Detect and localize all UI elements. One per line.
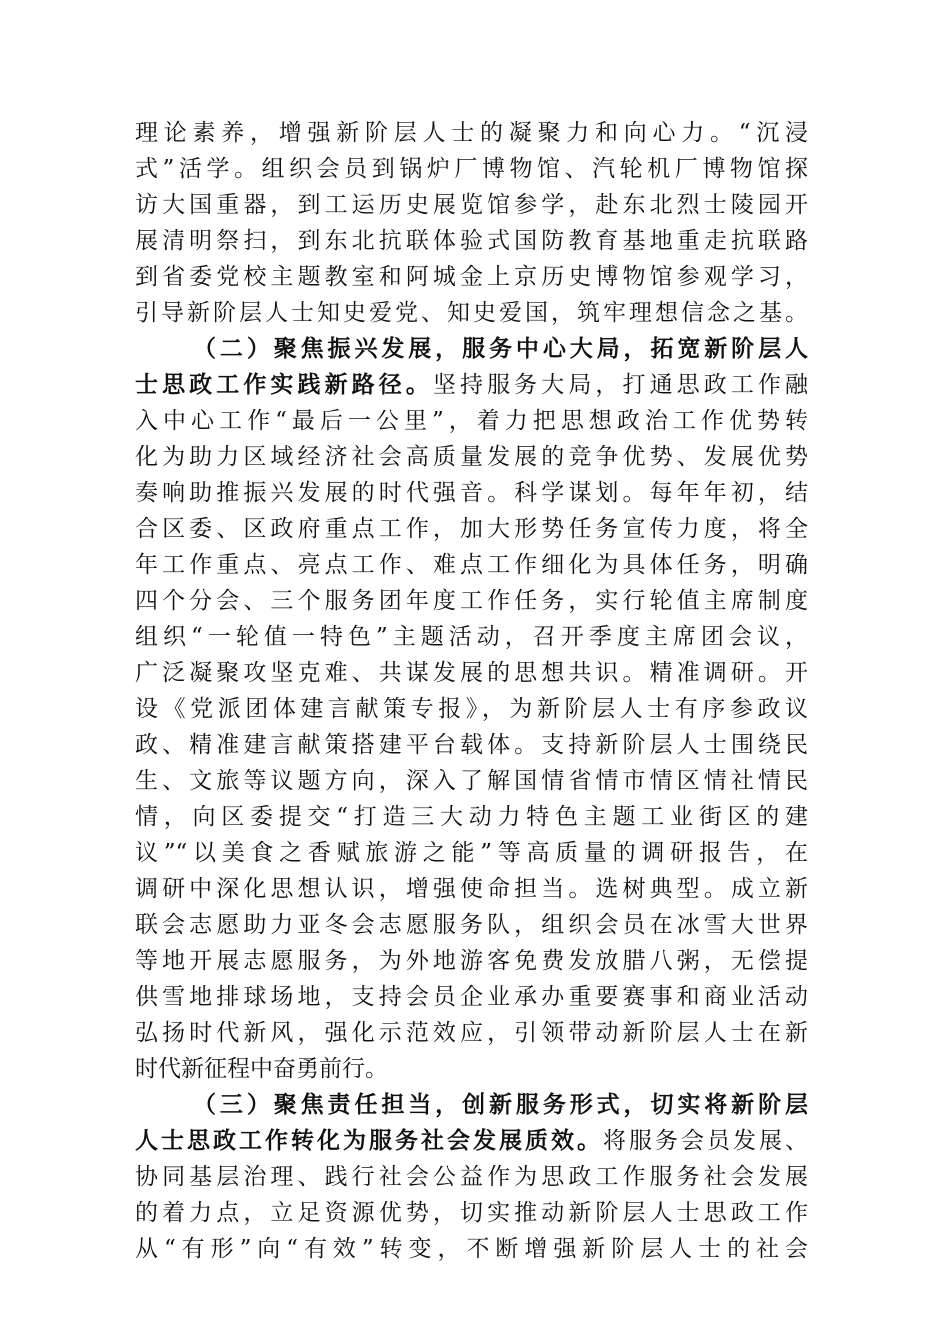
text-line: 议”“以美食之香赋旅游之能”等高质量的调研报告，在: [135, 840, 808, 866]
text-line: 年工作重点、亮点工作、难点工作细化为具体任务，明确: [135, 552, 808, 578]
text-line: 联会志愿助力亚冬会志愿服务队，组织会员在冰雪大世界: [135, 912, 808, 938]
section-heading: （二）聚焦振兴发展，服务中心大局，拓宽新阶层人: [193, 335, 808, 362]
text-line: 广泛凝聚攻坚克难、共谋发展的思想共识。精准调研。开: [135, 660, 808, 686]
text-line: [135, 367, 808, 403]
body-text: 坚持服务大局，打通思政工作融: [432, 372, 808, 398]
text-line: 协同基层治理、践行社会公益作为思政工作服务社会发展: [135, 1164, 808, 1190]
section-heading-line: [135, 331, 808, 367]
text-line: 生、文旅等议题方向，深入了解国情省情市情区情社情民: [135, 768, 808, 794]
text-line: 理论素养，增强新阶层人士的凝聚力和向心力。“沉浸: [135, 120, 808, 146]
section-heading-line: [135, 1087, 808, 1123]
text-line: 访大国重器，到工运历史展览馆参学，赴东北烈士陵园开: [135, 192, 808, 218]
text-line: 入中心工作“最后一公里”，着力把思想政治工作优势转: [135, 408, 808, 434]
text-line: 从“有形”向“有效”转变，不断增强新阶层人士的社会: [135, 1236, 808, 1262]
paragraph-continuation: [135, 115, 808, 331]
text-line: 组织“一轮值一特色”主题活动，召开季度主席团会议，: [135, 624, 808, 650]
text-line: 展清明祭扫，到东北抗联体验式国防教育基地重走抗联路: [135, 228, 808, 254]
text-line: 化为助力区域经济社会高质量发展的竞争优势、发展优势: [135, 444, 808, 470]
text-line: 四个分会、三个服务团年度工作任务，实行轮值主席制度: [135, 588, 808, 614]
body-text: 将服务会员发展、: [603, 1128, 808, 1154]
text-line: 的着力点，立足资源优势，切实推动新阶层人士思政工作: [135, 1200, 808, 1226]
section-heading: 人士思政工作转化为服务社会发展质效。: [135, 1127, 603, 1154]
paragraph-section-3: [135, 1087, 808, 1267]
text-line: 引导新阶层人士知史爱党、知史爱国，筑牢理想信念之基。: [135, 300, 808, 326]
text-line: 情，向区委提交“打造三大动力特色主题工业街区的建: [135, 804, 808, 830]
text-line: 等地开展志愿服务，为外地游客免费发放腊八粥，无偿提: [135, 948, 808, 974]
paragraph-section-2: [135, 331, 808, 1087]
text-line: 式”活学。组织会员到锅炉厂博物馆、汽轮机厂博物馆探: [135, 156, 808, 182]
section-heading: 士思政工作实践新路径。: [135, 371, 433, 398]
section-heading: （三）聚焦责任担当，创新服务形式，切实将新阶层: [193, 1091, 808, 1118]
text-line: 奏响助推振兴发展的时代强音。科学谋划。每年年初，结: [135, 480, 808, 506]
text-line: 到省委党校主题教室和阿城金上京历史博物馆参观学习，: [135, 264, 808, 290]
text-line: 合区委、区政府重点工作，加大形势任务宣传力度，将全: [135, 516, 808, 542]
text-line: [135, 1123, 808, 1159]
text-line: 调研中深化思想认识，增强使命担当。选树典型。成立新: [135, 876, 808, 902]
text-line: 政、精准建言献策搭建平台载体。支持新阶层人士围绕民: [135, 732, 808, 758]
text-line: 设《党派团体建言献策专报》，为新阶层人士有序参政议: [135, 696, 808, 722]
text-line: 供雪地排球场地，支持会员企业承办重要赛事和商业活动: [135, 984, 808, 1010]
text-line: 弘扬时代新风，强化示范效应，引领带动新阶层人士在新: [135, 1020, 808, 1046]
text-line: 时代新征程中奋勇前行。: [135, 1056, 388, 1082]
